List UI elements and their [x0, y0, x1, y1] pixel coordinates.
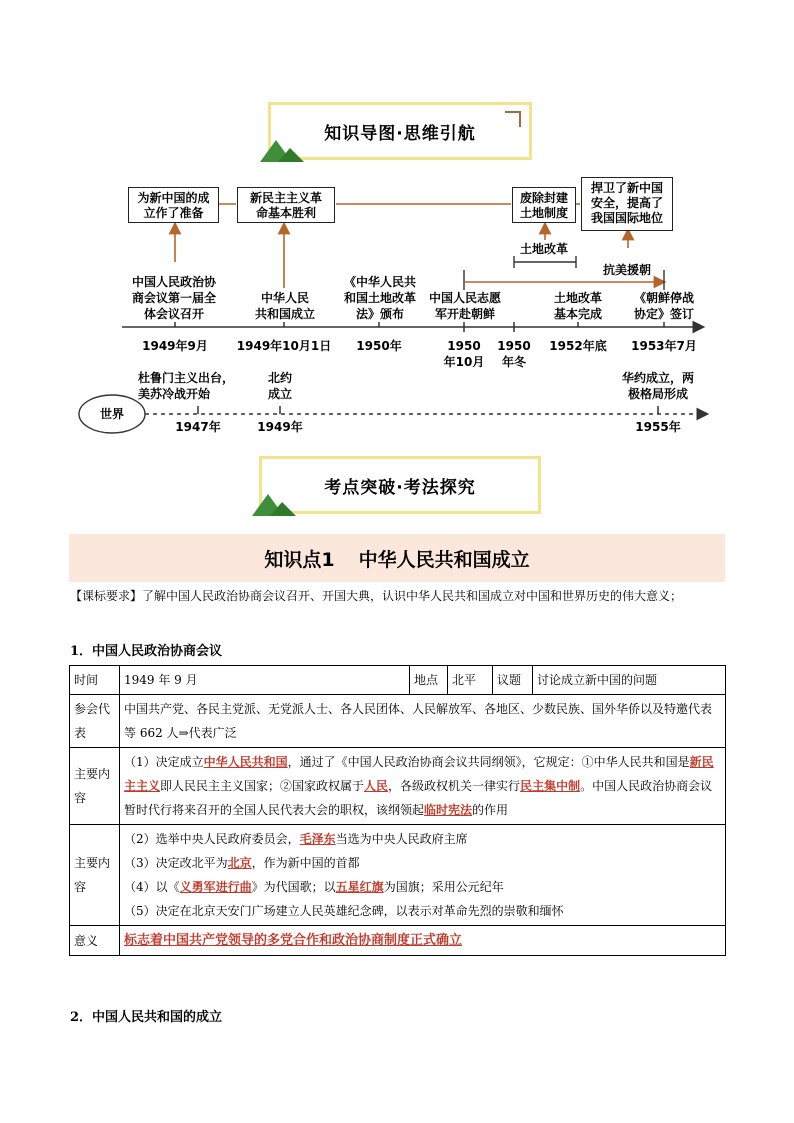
- rep-label: 参会代表: [70, 695, 120, 748]
- event-armistice: 《朝鲜停战 协定》签订: [633, 291, 694, 321]
- world-date-1949: 1949年: [257, 420, 303, 434]
- result-box-security: 捍卫了新中国 安全，提高了 我国国际地位: [581, 177, 673, 231]
- date-1950-10: 1950 年10月: [443, 339, 485, 369]
- world-date-1947: 1947年: [175, 420, 221, 434]
- result-box-preparation: 为新中国的成 立作了准备: [128, 187, 219, 223]
- world-event-cold-war: 杜鲁门主义出台， 美苏冷战开始: [138, 371, 235, 401]
- banner-title: 知识导图·思维引航: [324, 123, 476, 144]
- topic-label: 议题: [493, 666, 533, 695]
- section-heading-cppcc: 1．中国人民政治协商会议: [70, 644, 223, 659]
- keyword-mao: 毛泽东: [299, 832, 336, 846]
- knowledge-label: 知识点1: [264, 548, 335, 571]
- topic-value: 讨论成立新中国的问题: [533, 666, 726, 695]
- date-1952: 1952年底: [549, 339, 607, 353]
- banner-title: 考点突破·考法探究: [324, 477, 476, 498]
- main-label: 主要内容: [70, 748, 120, 825]
- content-2-5: （2）选举中央人民政府委员会，毛泽东当选为中央人民政府主席 （3）决定改北平为北京，作为新中国的首都 （4）以《义勇军进行曲》为代国歌；以五星红旗为国旗；采用公元纪年 （5）决定在北京天安门广场建立人民英雄纪念碑，以表示对革命先烈的崇敬和缅怀: [120, 825, 726, 926]
- date-1953-7: 1953年7月: [631, 339, 697, 353]
- keyword-anthem: 义勇军进行曲: [179, 880, 252, 894]
- significance-label: 意义: [70, 926, 120, 956]
- result-box-feudal: 废除封建 土地制度: [512, 187, 576, 223]
- event-cppcc: 中国人民政治协 商会议第一届全 体会议召开: [131, 275, 216, 321]
- result-box-revolution: 新民主主义革 命基本胜利: [237, 187, 335, 223]
- world-date-1955: 1955年: [635, 420, 681, 434]
- exam-banner: [259, 456, 541, 514]
- mountain-icon: [250, 488, 300, 518]
- keyword-people: 人民: [364, 779, 389, 793]
- table-row: [70, 926, 726, 956]
- section-heading-prc: 2．中国人民共和国的成立: [70, 1010, 223, 1025]
- rep-value: 中国共产党、各民主党派、无党派人士、各人民团体、人民解放军、各地区、少数民族、国外华侨以及特邀代表等 662 人⇒代表广泛: [120, 695, 726, 748]
- knowledge-point-header: [69, 534, 725, 582]
- content-1: （1）决定成立中华人民共和国，通过了《中国人民政治协商会议共同纲领》，它规定：①中华人民共和国是新民主主义即人民民主主义国家；②国家政权属于人民，各级政权机关一律实行民主集中制。中国人民政治协商会议暂时代行将来召开的全国人民代表大会的职权，该纲领起临时宪法的作用: [120, 748, 726, 825]
- table-row: [70, 825, 726, 926]
- keyword-flag: 五星红旗: [335, 880, 384, 894]
- span-label-land-reform: 土地改革: [519, 242, 568, 256]
- place-label: 地点: [410, 666, 448, 695]
- main-label: 主要内容: [70, 825, 120, 926]
- keyword-beijing: 北京: [227, 856, 252, 870]
- event-prc-founded: 中华人民 共和国成立: [254, 291, 315, 321]
- knowledge-title: 中华人民共和国成立: [358, 548, 530, 571]
- table-row: [70, 666, 726, 695]
- keyword-new-democracy: 新民主主义: [124, 755, 714, 793]
- place-value: 北平: [448, 666, 493, 695]
- event-land-reform-done: 土地改革 基本完成: [553, 291, 602, 321]
- significance-value: 标志着中国共产党领导的多党合作和政治协商制度正式确立: [120, 926, 726, 956]
- keyword-democratic-centralism: 民主集中制: [520, 779, 581, 793]
- table-row: [70, 695, 726, 748]
- world-event-warsaw: 华约成立，两 极格局形成: [621, 371, 694, 401]
- event-volunteers: 中国人民志愿 军开赴朝鲜: [428, 291, 501, 321]
- event-land-law: 《中华人民共 和国土地改革 法》颁布: [343, 275, 416, 321]
- world-label: 世界: [99, 407, 124, 421]
- span-label-korea: 抗美援朝: [602, 263, 651, 277]
- keyword-temporary-constitution: 临时宪法: [424, 803, 473, 817]
- table-row: [70, 748, 726, 825]
- date-1949-10-1: 1949年10月1日: [236, 339, 332, 353]
- date-1950: 1950年: [356, 339, 402, 353]
- date-1949-9: 1949年9月: [142, 339, 208, 353]
- date-1950-winter: 1950 年冬: [497, 339, 531, 369]
- curriculum-standard: 【课标要求】了解中国人民政治协商会议召开、开国大典，认识中华人民共和国成立对中国和世界历史的伟大意义；: [70, 589, 683, 603]
- world-event-nato: 北约 成立: [267, 371, 292, 401]
- keyword-prc: 中华人民共和国: [203, 755, 288, 769]
- cppcc-table: [69, 665, 726, 956]
- time-value: 1949 年 9 月: [120, 666, 410, 695]
- time-label: 时间: [70, 666, 120, 695]
